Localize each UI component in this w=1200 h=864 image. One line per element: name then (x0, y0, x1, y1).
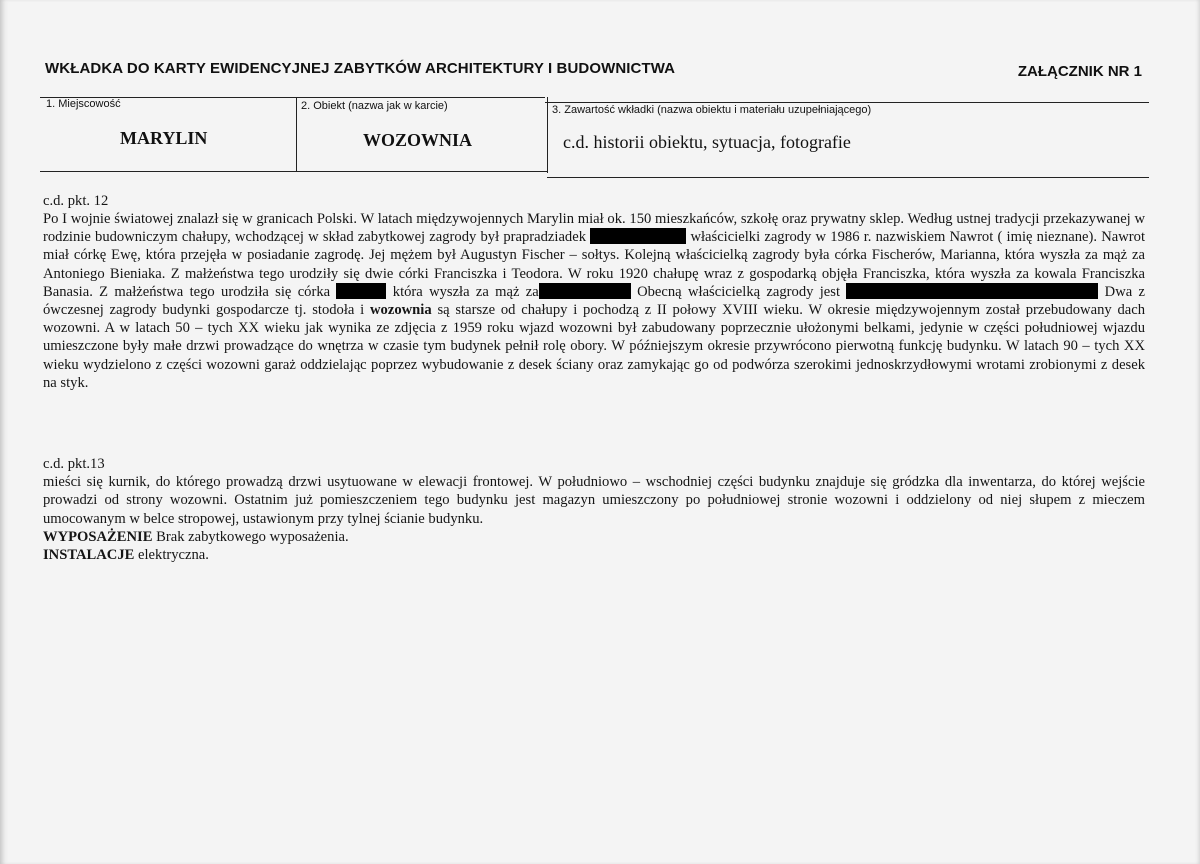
section-12-text-2: właścicielki zagrody w 1986 r. nazwiskiem Nawrot ( imię nieznane). Nawrot miał córkę Ewę, która przejęła w posiadanie zagrodę. Jej mężem był Augustyn Fischer – sołtys. Kolejną właścicielką zagrody była córka Fischerów, Marianna, która wyszła za mąż za Antoniego Bieniaka. Z małżeństwa tego urodziły się dwie córki Franciszka i Teodora. W roku 1920 chałupę wraz z gospodarką objęła Franciszka, która wyszła za kowala Franciszka Banasia. Z małżeństwa tego urodziła się córka (43, 229, 1146, 300)
redaction-block (846, 283, 1098, 299)
installations-line (43, 546, 1145, 564)
equipment-label: WYPOSAŻENIE (43, 528, 153, 545)
section-13-text: mieści się kurnik, do którego prowadzą drzwi usytuowane w elewacji frontowej. W południowo – wschodniej części budynku znajduje się gródzka dla inwentarza, do której wejście prowadzi od strony wozowni. Ostatnim już pomieszczeniem tego budynku jest magazyn umieszczony po południowej stronie wozowni i oddzielony od niej słupem z mieczem umocowanym w belce stropowej, ustawionym przy tylnej ścianie budynku. (43, 474, 1145, 527)
table-bottom-border (40, 171, 547, 172)
annex-label: ZAŁĄCZNIK NR 1 (1017, 63, 1142, 80)
redaction-block (590, 228, 686, 244)
section-12 (43, 192, 1145, 210)
section-12-text-4: Obecną właścicielką zagrody jest (637, 283, 840, 300)
object-value: WOZOWNIA (363, 130, 473, 150)
equipment-value: Brak zabytkowego wyposażenia. (152, 528, 349, 545)
wozownia-bold-text: wozownia (370, 302, 432, 319)
table-divider-2 (547, 97, 548, 173)
section-13 (43, 455, 1145, 564)
content-label: 3. Zawartość wkładki (nazwa obiektu i materiału uzupełniającego) (552, 104, 872, 116)
redaction-block (539, 283, 631, 299)
installations-label: INSTALACJE (43, 547, 135, 564)
section-12-text-6: są starsze od chałupy i pochodzą z II połowy XVIII wieku. W okresie międzywojennym został przebudowany dach wozowni. A w latach 50 – tych XX wieku jak wynika ze zdjęcia z 1959 roku wjazd wozowni był zabudowany poprzecznie ułożonymi belkami, jedynie w części południowej wjazdu umieszczone były małe drzwi prowadzące do wnętrza w czasie tym budynek pełnił rolę obory. W późniejszym okresie przywrócono pierwotną funkcję budynku. W latach 90 – tych XX wieku wydzielono z części wozowni garaż oddzielając poprzez wybudowanie z desek ściany oraz zamykając go od podwórza szerokimi jednoskrzydłowymi wrotami zrobionymi z desek na styk. (43, 302, 1145, 391)
section-12-heading: c.d. pkt. 12 (43, 193, 109, 209)
section-13-heading: c.d. pkt.13 (43, 456, 105, 472)
redaction-block (336, 283, 386, 299)
equipment-line (43, 528, 1145, 546)
object-label: 2. Obiekt (nazwa jak w karcie) (301, 100, 448, 112)
table-top-border-right (545, 102, 1149, 103)
table-bottom-border-right (547, 177, 1149, 178)
installations-value: elektryczna. (134, 547, 209, 564)
page-title: WKŁADKA DO KARTY EWIDENCYJNEJ ZABYTKÓW ARCHITEKTURY I BUDOWNICTWA (45, 60, 676, 77)
section-12-text-5: Dwa z ówczesnej zagrody budynki gospodarcze tj. stodoła i (43, 283, 1146, 319)
locality-label: 1. Miejscowość (46, 98, 121, 110)
content-value: c.d. historii obiektu, sytuacja, fotografie (563, 132, 851, 152)
section-12-text-3: która wyszła za mąż za (392, 283, 539, 300)
table-divider-1 (296, 97, 297, 171)
locality-value: MARYLIN (120, 128, 208, 148)
section-12-text-1: Po I wojnie światowej znalazł się w granicach Polski. W latach międzywojennych Marylin miał ok. 150 mieszkańców, szkołę oraz prywatny sklep. Według ustnej tradycji przekazywanej w rodzinie budowniczym chałupy, wchodzącej w skład zabytkowej zagrody był prapradziadek (43, 211, 1145, 246)
section-12-body (43, 210, 1145, 392)
